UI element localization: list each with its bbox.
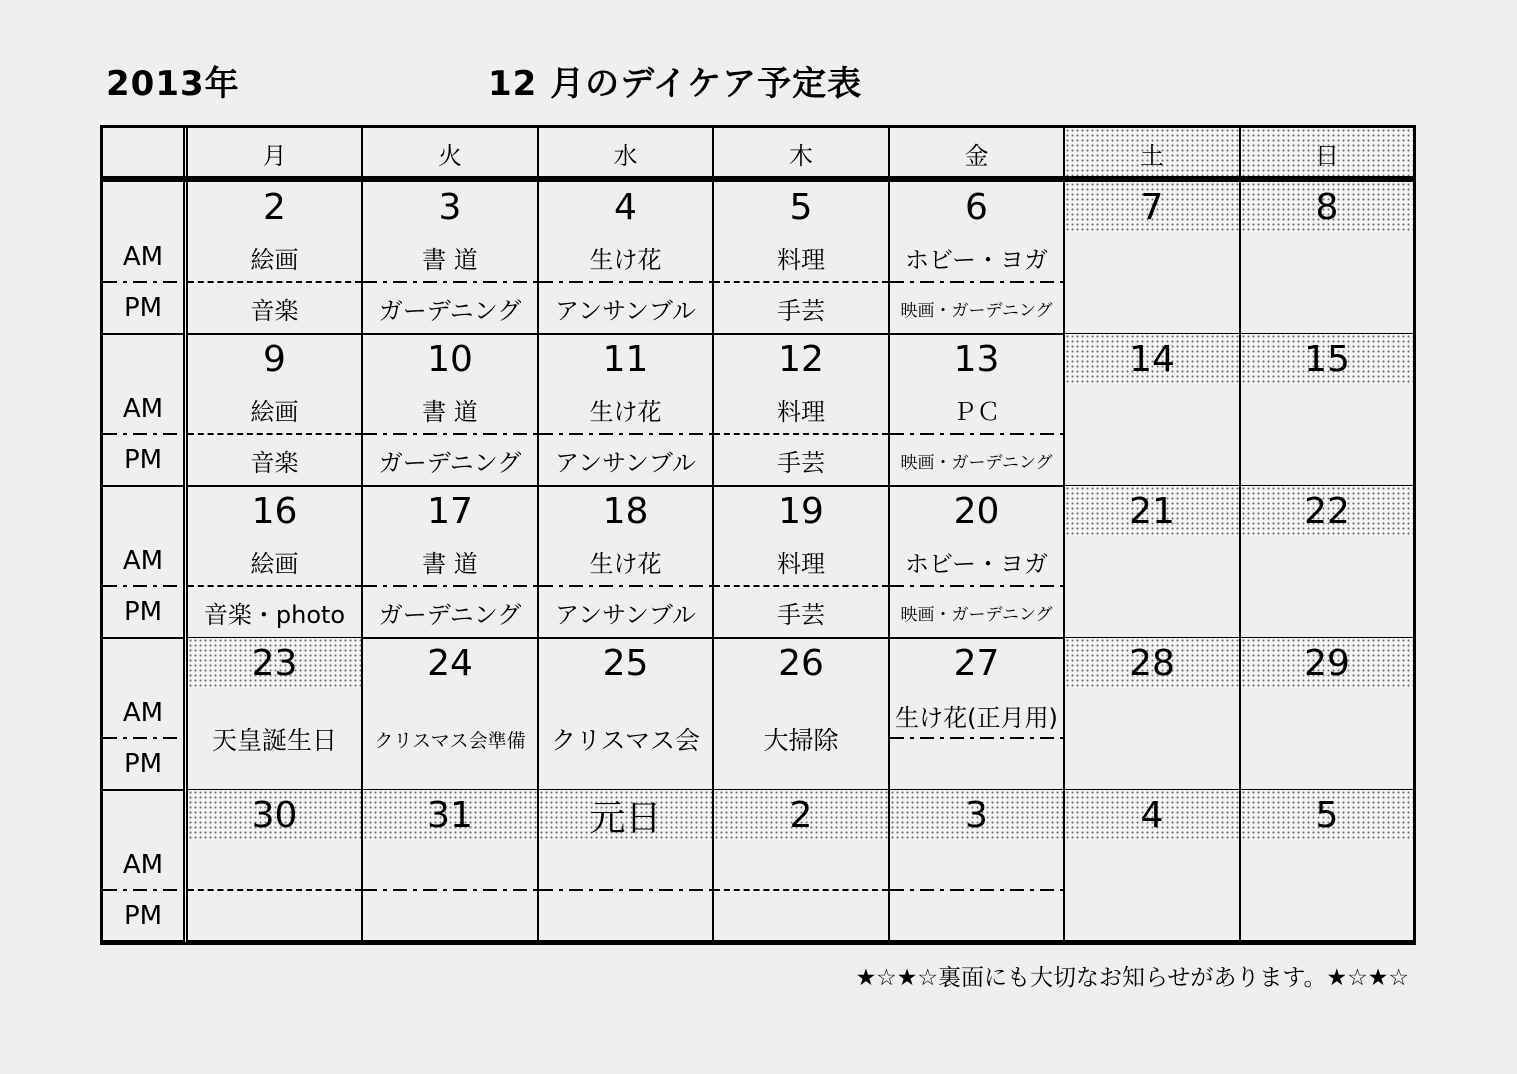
day-number: 12 (778, 338, 824, 380)
holiday-event: 天皇誕生日 (211, 726, 337, 755)
header-sunday (1241, 128, 1413, 180)
am-pm-divider (363, 585, 537, 587)
day-cell-wednesday (539, 790, 714, 942)
day-number: 5 (1241, 790, 1413, 840)
day-cell-monday (188, 334, 363, 487)
day-cell-wednesday (539, 334, 714, 487)
am-pm-divider (103, 585, 183, 587)
am-activity: 料理 (777, 245, 825, 274)
day-cell-monday (188, 790, 363, 942)
row-label-cell (103, 486, 183, 639)
pm-label: PM (123, 597, 163, 627)
pm-activity: アンサンブル (555, 600, 696, 629)
day-number: 10 (427, 338, 473, 380)
holiday-event: 大掃除 (763, 726, 839, 755)
pm-activity: 音楽 (250, 296, 299, 325)
day-number: 11 (602, 338, 649, 380)
am-pm-divider (188, 889, 361, 891)
am-pm-divider (714, 281, 888, 283)
day-number: 19 (778, 490, 824, 532)
day-number: 24 (427, 642, 473, 684)
am-pm-divider (714, 585, 888, 587)
am-label: AM (122, 698, 164, 728)
pm-activity: 映画・ガーデニング (900, 300, 1053, 321)
day-cell-tuesday (363, 638, 539, 791)
pm-label: PM (123, 293, 163, 323)
day-number: 25 (602, 642, 649, 684)
am-pm-divider (539, 585, 712, 587)
row-label-cell (103, 790, 183, 942)
pm-activity: ガーデニング (378, 600, 522, 629)
day-number: 3 (890, 790, 1063, 840)
day-number: 2 (263, 186, 286, 228)
am-pm-divider (363, 433, 537, 435)
header-wednesday (539, 128, 714, 180)
pm-activity: 手芸 (777, 296, 825, 325)
day-cell-wednesday (539, 486, 714, 639)
weekday-label: 日 (1315, 141, 1339, 170)
day-number: 16 (251, 490, 298, 532)
am-pm-divider (714, 889, 888, 891)
am-activity: 書 道 (422, 549, 478, 578)
am-pm-divider (363, 281, 537, 283)
am-activity: ホビー・ヨガ (904, 245, 1049, 274)
am-pm-divider (539, 281, 712, 283)
page-title: 12 月のデイケア予定表 (488, 64, 863, 104)
day-cell-tuesday (363, 182, 539, 335)
weekday-label: 火 (438, 141, 462, 170)
pm-activity: 映画・ガーデニング (900, 604, 1053, 625)
am-pm-divider (890, 737, 1063, 739)
day-number: 29 (1241, 638, 1413, 688)
am-pm-divider (103, 433, 183, 435)
day-cell-friday (890, 790, 1065, 942)
day-number: 17 (427, 490, 473, 532)
day-number: 14 (1065, 334, 1239, 384)
day-number: 15 (1241, 334, 1413, 384)
day-number: 3 (438, 186, 462, 228)
year-heading: 2013年 (106, 64, 240, 104)
pm-activity: 手芸 (777, 600, 825, 629)
day-cell-sunday (1241, 638, 1413, 791)
am-pm-divider (714, 433, 888, 435)
weekday-label: 水 (613, 141, 638, 170)
am-pm-divider (188, 433, 361, 435)
day-cell-saturday (1065, 334, 1241, 487)
day-number: 7 (1065, 182, 1239, 232)
day-cell-thursday (714, 638, 890, 791)
day-cell-monday (188, 638, 363, 791)
am-label: AM (122, 242, 164, 272)
day-number: 22 (1241, 486, 1413, 536)
pm-activity: 音楽・photo (203, 600, 346, 629)
schedule-table (100, 125, 1416, 945)
day-cell-saturday (1065, 486, 1241, 639)
am-pm-divider (890, 585, 1063, 587)
day-number: 26 (778, 642, 824, 684)
pm-label: PM (123, 901, 163, 931)
day-cell-sunday (1241, 486, 1413, 639)
footer-note: ★☆★☆裏面にも大切なお知らせがあります。★☆★☆ (855, 965, 1409, 991)
pm-label: PM (123, 445, 163, 475)
pm-activity: アンサンブル (555, 296, 696, 325)
day-cell-wednesday (539, 182, 714, 335)
day-cell-tuesday (363, 334, 539, 487)
weekday-label: 金 (964, 141, 989, 170)
day-number: 5 (789, 186, 813, 228)
am-pm-divider (890, 433, 1063, 435)
am-activity: 生け花 (589, 245, 662, 274)
day-number: 18 (602, 490, 649, 532)
day-cell-thursday (714, 182, 890, 335)
pm-activity: アンサンブル (555, 448, 696, 477)
day-cell-tuesday (363, 486, 539, 639)
am-pm-divider (539, 433, 712, 435)
weekday-label: 土 (1140, 141, 1164, 170)
pm-activity: ガーデニング (378, 296, 522, 325)
am-label: AM (122, 546, 164, 576)
am-activity: ホビー・ヨガ (904, 549, 1049, 578)
day-cell-friday (890, 486, 1065, 639)
am-pm-divider (890, 889, 1063, 891)
am-pm-divider (188, 585, 361, 587)
pm-activity: 手芸 (777, 448, 825, 477)
day-cell-saturday (1065, 790, 1241, 942)
day-number: 28 (1065, 638, 1239, 688)
day-cell-friday (890, 638, 1065, 791)
am-activity: 絵画 (250, 397, 299, 426)
day-number: 23 (188, 638, 361, 688)
day-number: 8 (1241, 182, 1413, 232)
day-cell-thursday (714, 790, 890, 942)
pm-activity: ガーデニング (378, 448, 522, 477)
day-number: 20 (953, 490, 1000, 532)
am-activity: 絵画 (250, 245, 299, 274)
header-monday (188, 128, 363, 180)
am-activity: 生け花 (589, 397, 662, 426)
row-label-cell (103, 334, 183, 487)
am-activity: ＰＣ (952, 397, 1001, 426)
day-number: 21 (1065, 486, 1239, 536)
day-cell-wednesday (539, 638, 714, 791)
pm-label: PM (123, 749, 163, 779)
day-cell-friday (890, 334, 1065, 487)
row-label-cell (103, 638, 183, 791)
am-pm-divider (103, 889, 183, 891)
header-friday (890, 128, 1065, 180)
header-tuesday (363, 128, 539, 180)
day-cell-tuesday (363, 790, 539, 942)
am-activity: 書 道 (422, 397, 478, 426)
am-pm-divider (188, 281, 361, 283)
day-cell-thursday (714, 334, 890, 487)
day-number: 4 (1065, 790, 1239, 840)
day-number: 31 (363, 790, 537, 840)
am-label: AM (122, 394, 164, 424)
day-number: 27 (953, 642, 1000, 684)
header-thursday (714, 128, 890, 180)
pm-activity: 映画・ガーデニング (900, 452, 1053, 473)
am-activity: 生け花 (589, 549, 662, 578)
day-number: 13 (953, 338, 1000, 380)
day-cell-thursday (714, 486, 890, 639)
am-pm-divider (539, 889, 712, 891)
am-activity: 生け花(正月用) (895, 703, 1058, 732)
corner-cell (103, 128, 188, 180)
am-pm-divider (363, 889, 537, 891)
day-cell-monday (188, 182, 363, 335)
holiday-event: クリスマス会準備 (374, 729, 526, 752)
am-activity: 料理 (777, 397, 825, 426)
am-label: AM (122, 850, 164, 880)
weekday-label: 月 (262, 141, 287, 170)
am-activity: 書 道 (422, 245, 478, 274)
am-activity: 料理 (777, 549, 825, 578)
row-label-cell (103, 182, 183, 335)
day-number: 4 (614, 186, 637, 228)
day-cell-sunday (1241, 334, 1413, 487)
day-number: 30 (188, 790, 361, 840)
day-number: 6 (965, 186, 988, 228)
day-number: 元日 (539, 790, 712, 840)
am-pm-divider (103, 281, 183, 283)
day-cell-monday (188, 486, 363, 639)
day-cell-saturday (1065, 638, 1241, 791)
am-pm-divider (890, 281, 1063, 283)
day-number: 2 (714, 790, 888, 840)
pm-activity: 音楽 (250, 448, 299, 477)
holiday-event: クリスマス会 (550, 726, 700, 755)
day-cell-sunday (1241, 182, 1413, 335)
am-activity: 絵画 (250, 549, 299, 578)
day-cell-saturday (1065, 182, 1241, 335)
header-saturday (1065, 128, 1241, 180)
am-pm-divider (103, 737, 183, 739)
weekday-label: 木 (789, 141, 813, 170)
day-cell-friday (890, 182, 1065, 335)
day-number: 9 (263, 338, 286, 380)
day-cell-sunday (1241, 790, 1413, 942)
